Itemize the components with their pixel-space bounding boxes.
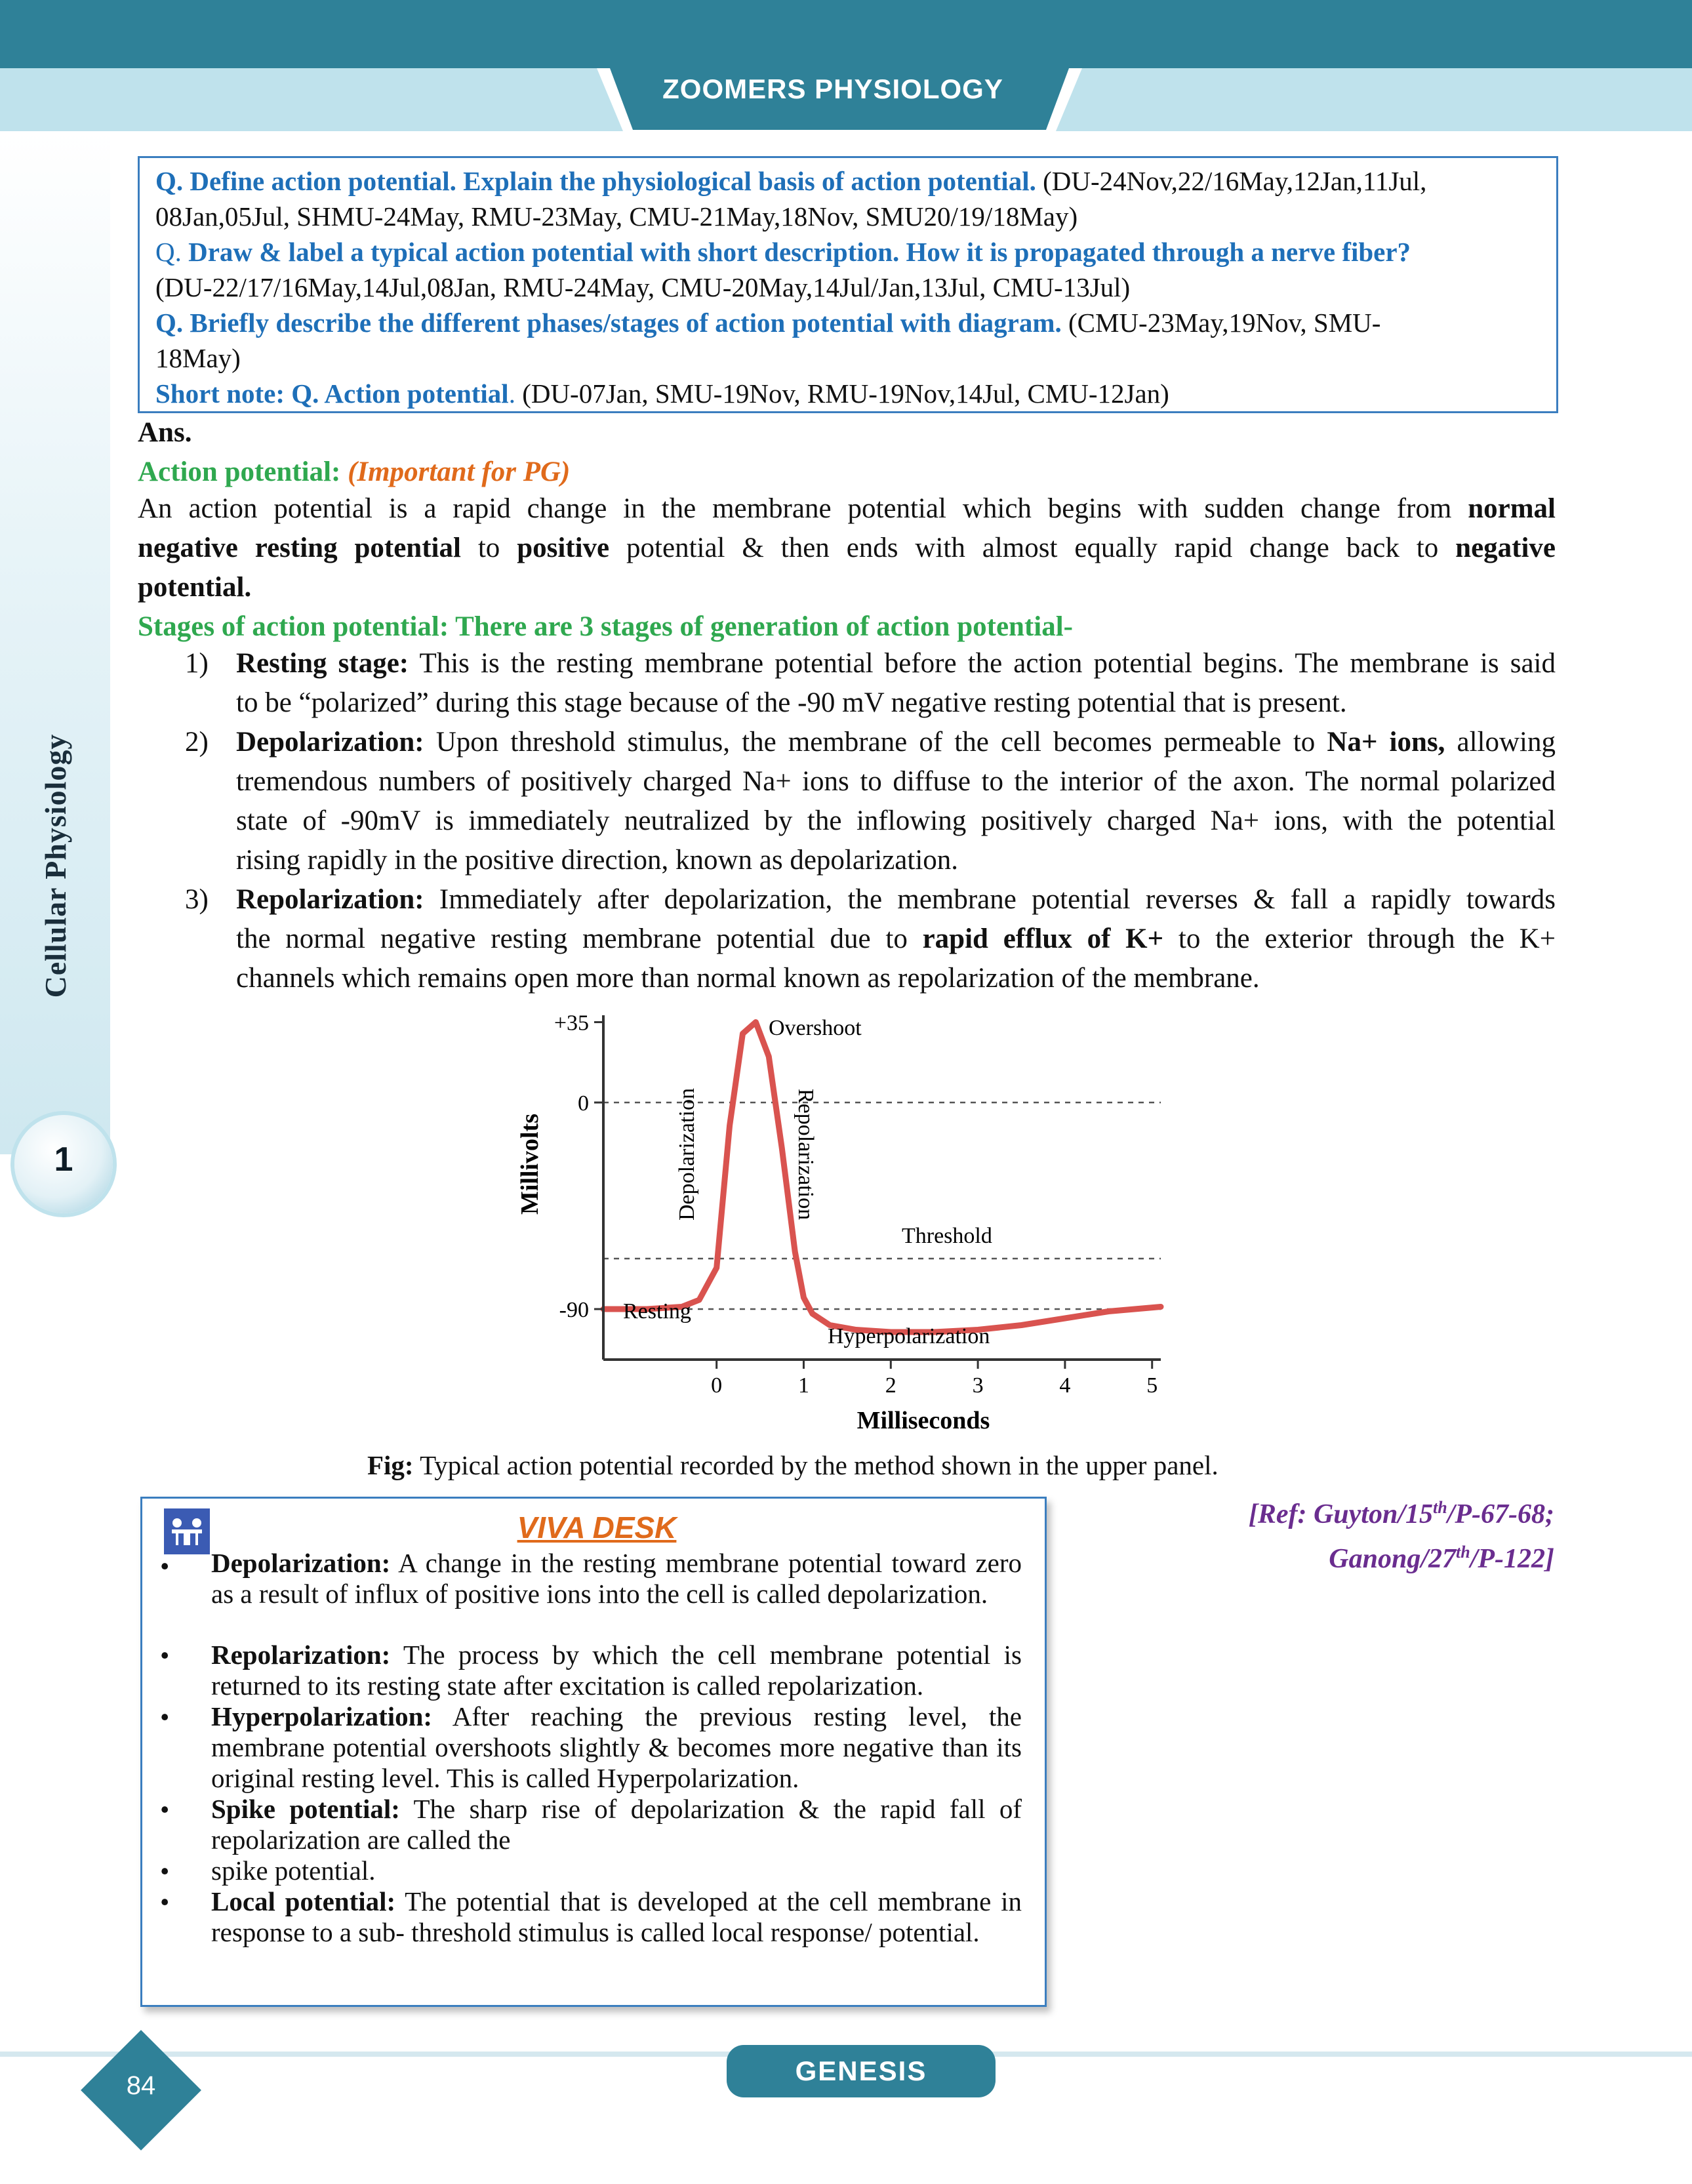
question-line (155, 163, 1426, 199)
question-box (138, 156, 1558, 413)
question-sources: (CMU-23May,19Nov, SMU- (1061, 308, 1381, 338)
ref-text: /P-67-68; (1447, 1499, 1554, 1529)
question-sources: 08Jan,05Jul, SHMU-24May, RMU-23May, CMU-21May,18Nov, SMU20/19/18May) (155, 201, 1078, 232)
viva-item (211, 1640, 1022, 1701)
ref-sup: th (1456, 1543, 1470, 1562)
bullet: • (160, 1640, 170, 1670)
viva-item (211, 1855, 1022, 1886)
stage-line (236, 723, 1556, 762)
answer-heading (138, 453, 570, 492)
y-axis-label: Millivolts (516, 1113, 544, 1215)
caption-label: Fig: (367, 1450, 414, 1480)
figure-caption (367, 1449, 1219, 1481)
stage-line: state of -90mV is immediately neutralized by the inflowing positively charged Na+ ions, with the potential (236, 805, 1556, 836)
bullet: • (160, 1794, 170, 1825)
stage-line (236, 880, 1556, 920)
overshoot-label: Overshoot (769, 1016, 862, 1040)
x-axis-label: Milliseconds (856, 1407, 990, 1434)
y-tick-label: -90 (559, 1298, 589, 1322)
viva-text: The potential that is developed at the cell membrane in response to a sub- threshold stimulus is called local response/ potential. (211, 1886, 1022, 1947)
viva-desk-title: VIVA DESK (517, 1510, 677, 1545)
stage-bold: rapid efflux of K+ (922, 923, 1164, 954)
x-ticks (711, 1360, 1158, 1398)
viva-text: After reaching the previous resting level, the membrane potential overshoots slightly & becomes more negative than its original resting level. This is called Hyperpolarization. (211, 1701, 1022, 1793)
definition-bold: positive (517, 533, 610, 563)
definition-text: potential & then ends with almost equally rapid change back to (609, 533, 1456, 563)
definition-line (138, 489, 1556, 529)
page-number: 84 (126, 2071, 156, 2100)
viva-term: Depolarization: (211, 1548, 391, 1578)
reference (1115, 1489, 1554, 1578)
question-line (155, 234, 1411, 270)
repolarization-label: Repolarization (794, 1088, 818, 1221)
x-tick-label: 1 (797, 1373, 809, 1398)
definition-line: potential. (138, 572, 252, 603)
chapter-number: 1 (54, 1141, 73, 1179)
y-tick-label: +35 (554, 1011, 589, 1036)
stage-term: Resting stage: (236, 648, 409, 679)
stage-bold: Na+ ions, (1327, 727, 1445, 758)
stage-text: the normal negative resting membrane potential due to (236, 923, 923, 954)
bullet: • (160, 1887, 170, 1917)
reference-line (1115, 1533, 1554, 1578)
depolarization-label: Depolarization (675, 1087, 699, 1221)
ans-label: Ans. (138, 417, 192, 448)
viva-text: The sharp rise of depolarization & the rapid fall of repolarization are called the (211, 1794, 1022, 1855)
stage-number: 2) (185, 727, 209, 758)
x-tick-label: 3 (972, 1373, 984, 1398)
question-text: Short note: Q. Action potential (155, 378, 509, 409)
viva-term: Hyperpolarization: (211, 1701, 433, 1731)
definition-text: An action potential is a rapid change in the membrane potential which begins with sudden change from (138, 493, 1468, 524)
hyperpolarization-label: Hyperpolarization (828, 1324, 990, 1348)
y-tick-label: 0 (578, 1091, 589, 1116)
action-potential-chart (498, 1003, 1194, 1443)
bullet: • (160, 1856, 170, 1886)
question-prefix: Q. (155, 237, 189, 267)
viva-text: spike potential. (211, 1855, 376, 1886)
x-tick-label: 4 (1059, 1373, 1071, 1398)
caption-text: Typical action potential recorded by the method shown in the upper panel. (413, 1450, 1219, 1480)
meeting-icon (164, 1508, 210, 1554)
question-sources: (DU-22/17/16May,14Jul,08Jan, RMU-24May, CMU-20May,14Jul/Jan,13Jul, CMU-13Jul) (155, 272, 1131, 302)
definition-text: to (460, 533, 517, 563)
definition-line (138, 529, 1556, 568)
stage-text: Upon threshold stimulus, the membrane of the cell becomes permeable to (424, 727, 1327, 758)
viva-item (211, 1794, 1022, 1855)
stage-term: Repolarization: (236, 884, 424, 915)
viva-item (211, 1548, 1022, 1609)
question-sources: (DU-07Jan, SMU-19Nov, RMU-19Nov,14Jul, CMU-12Jan) (515, 378, 1169, 409)
viva-item (211, 1701, 1022, 1794)
x-tick-label: 5 (1146, 1373, 1158, 1398)
question-line (155, 340, 241, 376)
definition-bold: normal (1468, 493, 1556, 524)
question-line (155, 270, 1130, 305)
stage-line: channels which remains open more than normal known as repolarization of the membrane. (236, 963, 1260, 994)
question-line (155, 305, 1380, 340)
bullet: • (160, 1702, 170, 1732)
stage-line: to be “polarized” during this stage because of the -90 mV negative resting potential that is present. (236, 687, 1347, 718)
ref-text: Ganong/27 (1329, 1544, 1457, 1574)
stage-line (236, 644, 1556, 683)
answer-heading-text: Action potential: (138, 456, 341, 487)
viva-item (211, 1886, 1022, 1948)
stage-text: This is the resting membrane potential before the action potential begins. The membrane is said (409, 648, 1556, 679)
answer-heading-note: (Important for PG) (348, 456, 571, 487)
chapter-side-label: Cellular Physiology (39, 733, 72, 998)
header-title: ZOOMERS PHYSIOLOGY (662, 73, 1003, 104)
stage-number: 1) (185, 648, 209, 679)
x-tick-label: 0 (711, 1373, 723, 1398)
definition-bold: negative resting potential (138, 533, 461, 563)
x-tick-label: 2 (885, 1373, 896, 1398)
resting-label: Resting (623, 1299, 691, 1324)
reference-line (1115, 1489, 1554, 1533)
ref-sup: th (1433, 1498, 1447, 1517)
question-sources: 18May) (155, 343, 241, 373)
stage-line: tremendous numbers of positively charged Na+ ions to diffuse to the interior of the axon. The normal polarized (236, 766, 1556, 797)
viva-term: Spike potential: (211, 1794, 400, 1824)
question-suffix: . (508, 378, 515, 409)
stage-text: allowing (1445, 727, 1556, 758)
footer-brand: GENESIS (727, 2045, 996, 2097)
viva-text: The process by which the cell membrane potential is returned to its resting state after excitation is called repolarization. (211, 1640, 1022, 1701)
question-text: Q. Define action potential. Explain the physiological basis of action potential. (155, 166, 1036, 196)
stages-heading: Stages of action potential: There are 3 stages of generation of action potential- (138, 611, 1073, 642)
question-line (155, 199, 1078, 234)
question-text: Draw & label a typical action potential with short description. How it is propagated through a nerve fiber? (188, 237, 1411, 267)
stage-text: Immediately after depolarization, the membrane potential reverses & fall a rapidly towards (424, 884, 1556, 915)
stage-term: Depolarization: (236, 727, 424, 758)
viva-text: A change in the resting membrane potential toward zero as a result of influx of positive ions into the cell is called depolarization. (211, 1548, 1022, 1609)
stage-number: 3) (185, 884, 209, 915)
definition-bold: negative (1455, 533, 1556, 563)
stage-text: to the exterior through the K+ (1163, 923, 1556, 954)
header-tab-shape (0, 0, 1692, 131)
ref-text: [Ref: Guyton/15 (1248, 1499, 1434, 1529)
y-ticks (554, 1011, 603, 1323)
bullet: • (160, 1551, 170, 1581)
question-text: Q. Briefly describe the different phases/stages of action potential with diagram. (155, 308, 1062, 338)
viva-term: Repolarization: (211, 1640, 391, 1670)
stage-line: rising rapidly in the positive direction, known as depolarization. (236, 845, 959, 876)
stage-line (236, 920, 1556, 959)
viva-term: Local potential: (211, 1886, 396, 1916)
question-line (155, 376, 1169, 411)
threshold-label: Threshold (902, 1224, 992, 1248)
question-sources: (DU-24Nov,22/16May,12Jan,11Jul, (1036, 166, 1427, 196)
ref-text: /P-122] (1470, 1544, 1554, 1574)
